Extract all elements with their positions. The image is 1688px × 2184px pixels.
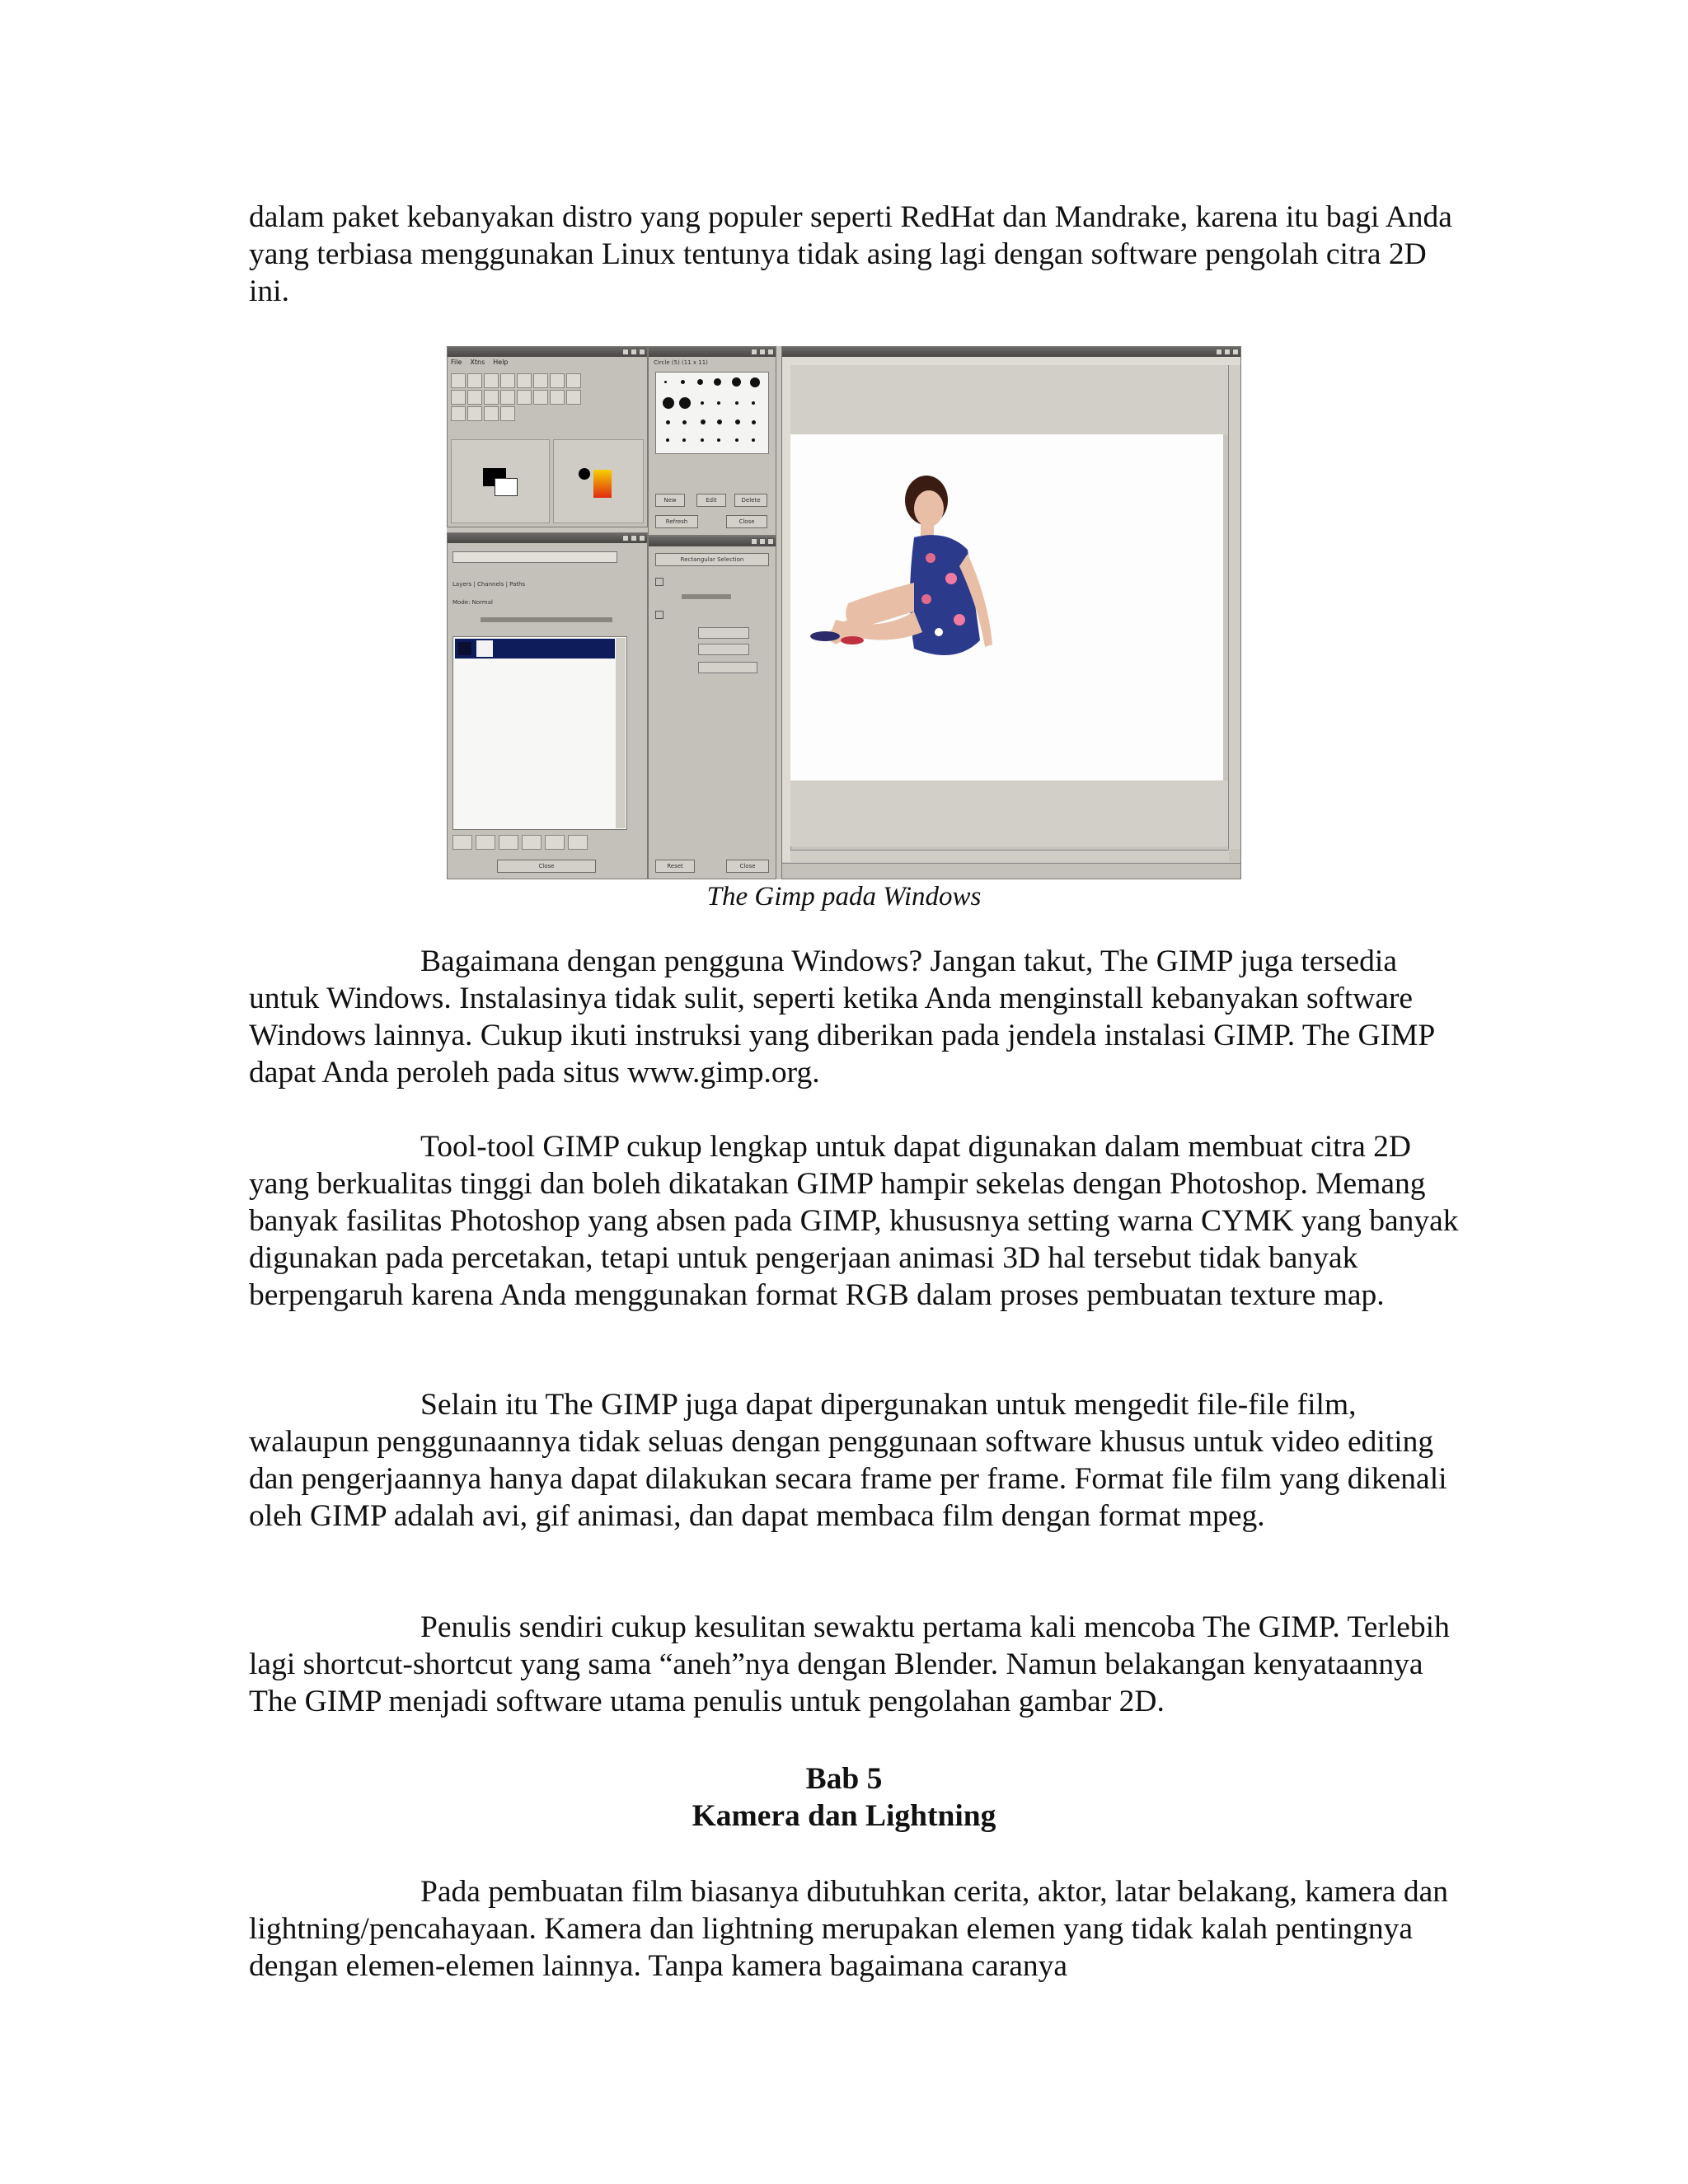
brush-header: Circle (5) (11 x 11) [654, 359, 708, 366]
height-spinner[interactable] [698, 644, 749, 655]
canvas-border-area [790, 365, 1229, 434]
layer-thumbnail [476, 640, 493, 657]
intro-paragraph: dalam paket kebanyakan distro yang populer seperti RedHat dan Mandrake, karena itu bagi Anda yang terbiasa menggunakan Linux tentunya tidak asing lagi dengan software pengolah citra 2D ini. [249, 200, 1452, 308]
woman-photo [790, 434, 1223, 780]
tool-grid [451, 373, 581, 421]
scissors-tool-icon[interactable] [533, 373, 548, 388]
layer-row-selected[interactable] [455, 639, 615, 658]
transform-tool-icon[interactable] [467, 390, 482, 405]
raise-layer-icon[interactable] [476, 835, 495, 850]
bucket-fill-tool-icon[interactable] [533, 390, 548, 405]
paragraph-film: Selain itu The GIMP juga dapat dipergunakan untuk mengedit file-file film, walaupun penggunaannya tidak seluas dengan penggunaan software khusus untuk video editing dan pengerjaannya hanya dapat dilakukan secara frame per frame. Format file film yang dikenali oleh GIMP adalah avi, gif animasi, dan dapat membaca film dengan format mpeg. [249, 1388, 1447, 1533]
brush-preview-icon[interactable] [579, 468, 590, 480]
tool-options-reset-button[interactable]: Reset [655, 860, 695, 873]
delete-layer-icon[interactable] [568, 835, 588, 850]
lower-layer-icon[interactable] [499, 835, 518, 850]
canvas-bottom-area [790, 780, 1229, 846]
layers-tabs[interactable]: Layers | Channels | Paths [452, 581, 526, 588]
background-color-swatch[interactable] [495, 478, 518, 496]
feather-checkbox[interactable] [655, 578, 663, 586]
pencil-tool-icon[interactable] [566, 390, 581, 405]
menu-file[interactable]: File [451, 359, 462, 366]
layers-mode[interactable]: Mode: Normal [452, 599, 493, 606]
rect-select-tool-icon[interactable] [451, 373, 466, 388]
gimp-screenshot-figure [447, 346, 1241, 879]
chapter-number: Bab 5 [805, 1762, 883, 1796]
flip-tool-icon[interactable] [484, 390, 499, 405]
gradient-preview-icon[interactable] [593, 470, 612, 498]
width-spinner[interactable] [698, 627, 749, 639]
chapter-title: Kamera dan Lightning [692, 1799, 996, 1833]
image-titlebar [782, 347, 1240, 357]
brush-delete-button[interactable]: Delete [734, 494, 767, 507]
opacity-slider[interactable] [481, 617, 612, 622]
layers-window [447, 532, 648, 879]
crop-tool-icon[interactable] [451, 390, 466, 405]
toolbox-menubar [449, 359, 645, 370]
airbrush-tool-icon[interactable] [484, 406, 499, 421]
clone-tool-icon[interactable] [500, 406, 515, 421]
move-tool-icon[interactable] [550, 373, 565, 388]
figure-caption: The Gimp pada Windows [706, 882, 982, 912]
blend-tool-icon[interactable] [550, 390, 565, 405]
tool-options-title: Rectangular Selection [655, 553, 769, 566]
toolbox-titlebar [448, 347, 647, 357]
new-layer-icon[interactable] [452, 835, 472, 850]
brush-refresh-button[interactable]: Refresh [655, 515, 698, 528]
tool-options-close-button[interactable]: Close [726, 860, 769, 873]
layers-close-button[interactable]: Close [497, 860, 596, 873]
duplicate-layer-icon[interactable] [522, 835, 542, 850]
image-statusbar [782, 863, 1240, 879]
text-tool-icon[interactable] [500, 390, 515, 405]
color-picker-tool-icon[interactable] [517, 390, 532, 405]
unit-dropdown[interactable] [698, 662, 757, 673]
free-select-tool-icon[interactable] [484, 373, 499, 388]
menu-xtns[interactable]: Xtns [470, 359, 485, 366]
anchor-layer-icon[interactable] [545, 835, 565, 850]
magnify-tool-icon[interactable] [566, 373, 581, 388]
menu-help[interactable]: Help [493, 359, 509, 366]
fuzzy-select-tool-icon[interactable] [500, 373, 515, 388]
brush-edit-button[interactable]: Edit [696, 494, 726, 507]
paragraph-author: Penulis sendiri cukup kesulitan sewaktu pertama kali mencoba The GIMP. Terlebih lagi shortcut-shortcut yang sama “aneh”nya dengan Blender. Namun belakangan kenyataannya The GIMP menjadi software utama penulis untuk pengolahan gambar 2D. [249, 1610, 1450, 1718]
tool-options-window [648, 536, 776, 879]
paragraph-windows: Bagaimana dengan pengguna Windows? Jangan takut, The GIMP juga tersedia untuk Windows. Instalasinya tidak sulit, seperti ketika Anda menginstall kebanyakan software Windows lainnya. Cukup ikuti instruksi yang diberikan pada jendela instalasi GIMP. The GIMP dapat Anda peroleh pada situs www.gimp.org. [249, 944, 1434, 1090]
fg-bg-color-box[interactable] [451, 439, 550, 523]
image-select-dropdown[interactable] [452, 551, 617, 563]
layers-titlebar [448, 533, 647, 543]
brush-pattern-box[interactable] [553, 439, 644, 523]
eraser-tool-icon[interactable] [467, 406, 482, 421]
bezier-select-tool-icon[interactable] [517, 373, 532, 388]
layers-button-row [452, 835, 634, 850]
horizontal-scrollbar[interactable] [790, 850, 1229, 862]
ellipse-select-tool-icon[interactable] [467, 373, 482, 388]
brush-new-button[interactable]: New [655, 494, 685, 507]
layers-scrollbar[interactable] [616, 638, 626, 828]
paragraph-tools: Tool-tool GIMP cukup lengkap untuk dapat digunakan dalam membuat citra 2D yang berkualitas tinggi dan boleh dikatakan GIMP hampir sekelas dengan Photoshop. Memang banyak fasilitas Photoshop yang absen pada GIMP, khususnya setting warna CYMK yang banyak digunakan pada percetakan, tetapi untuk pengerjaan animasi 3D hal tersebut tidak banyak berpengaruh karena Anda menggunakan format RGB dalam proses pembuatan texture map. [249, 1130, 1459, 1312]
paragraph-camera: Pada pembuatan film biasanya dibutuhkan cerita, aktor, latar belakang, kamera dan lightning/pencahayaan. Kamera dan lightning merupakan elemen yang tidak kalah pentingnya dengan elemen-elemen lainnya. Tanpa kamera bagaimana caranya [249, 1875, 1448, 1983]
fixed-size-checkbox[interactable] [655, 611, 663, 619]
image-canvas[interactable] [790, 434, 1223, 780]
eye-icon[interactable] [458, 642, 471, 655]
vertical-scrollbar[interactable] [1228, 365, 1240, 849]
brush-grid[interactable] [655, 372, 769, 454]
brush-titlebar [649, 347, 776, 357]
brush-close-button[interactable]: Close [726, 515, 767, 528]
feather-slider[interactable] [682, 594, 731, 599]
image-window [781, 346, 1241, 879]
paintbrush-tool-icon[interactable] [451, 406, 466, 421]
brush-selection-window [648, 346, 776, 536]
layers-list [452, 636, 627, 830]
toolbox-window [447, 346, 648, 527]
tool-options-titlebar [649, 537, 776, 546]
